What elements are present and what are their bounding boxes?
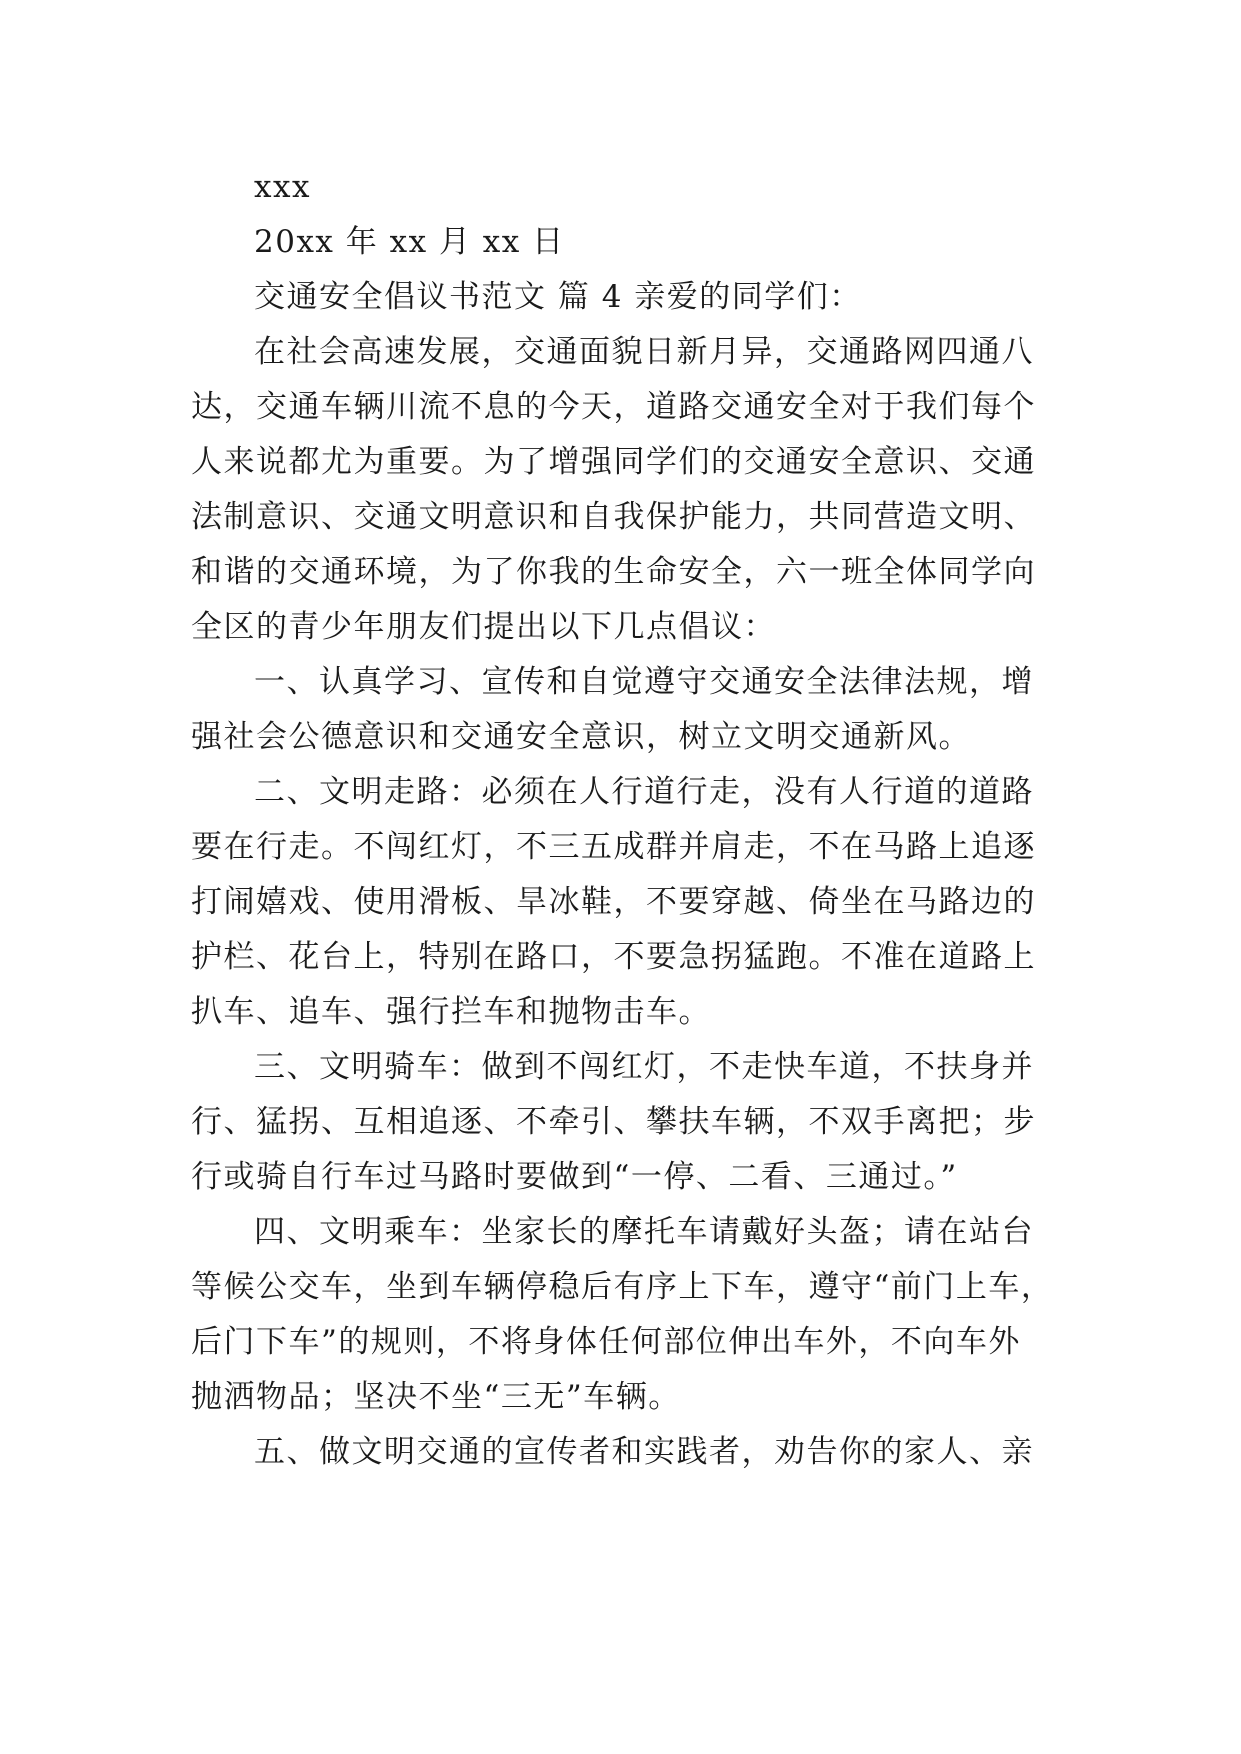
paragraph-line: 二、文明走路：必须在人行道行走，没有人行道的道路 bbox=[254, 774, 1034, 810]
paragraph-line: 法制意识、交通文明意识和自我保护能力，共同营造文明、 bbox=[191, 499, 1036, 535]
paragraph-line: 三、文明骑车：做到不闯红灯，不走快车道，不扶身并 bbox=[254, 1049, 1034, 1085]
paragraph-line: 人来说都尤为重要。为了增强同学们的交通安全意识、交通 bbox=[191, 444, 1036, 480]
date-text: 20xx 年 xx 月 xx 日 bbox=[254, 224, 565, 260]
paragraph-line: 后门下车”的规则，不将身体任何部位伸出车外，不向车外 bbox=[191, 1324, 1021, 1360]
paragraph-line: 打闹嬉戏、使用滑板、旱冰鞋，不要穿越、倚坐在马路边的 bbox=[191, 884, 1036, 920]
paragraph-line: 全区的青少年朋友们提出以下几点倡议： bbox=[191, 609, 776, 645]
heading-text: 交通安全倡议书范文 篇 4 亲爱的同学们： bbox=[254, 279, 862, 315]
paragraph-line: 行或骑自行车过马路时要做到“一停、二看、三通过。” bbox=[191, 1159, 958, 1195]
paragraph-line: 扒车、追车、强行拦车和抛物击车。 bbox=[191, 994, 711, 1030]
paragraph-line: 在社会高速发展，交通面貌日新月异，交通路网四通八 bbox=[254, 334, 1034, 370]
paragraph-line: 要在行走。不闯红灯，不三五成群并肩走，不在马路上追逐 bbox=[191, 829, 1036, 865]
paragraph-line: 护栏、花台上，特别在路口，不要急拐猛跑。不准在道路上 bbox=[191, 939, 1036, 975]
paragraph-line: 强社会公德意识和交通安全意识，树立文明交通新风。 bbox=[191, 719, 971, 755]
paragraph-line: 行、猛拐、互相追逐、不牵引、攀扶车辆，不双手离把；步 bbox=[191, 1104, 1036, 1140]
paragraph-line: 和谐的交通环境，为了你我的生命安全，六一班全体同学向 bbox=[191, 554, 1036, 590]
paragraph-line: 五、做文明交通的宣传者和实践者，劝告你的家人、亲 bbox=[254, 1434, 1034, 1470]
paragraph-line: 达，交通车辆川流不息的今天，道路交通安全对于我们每个 bbox=[191, 389, 1036, 425]
paragraph-line: 抛洒物品；坚决不坐“三无”车辆。 bbox=[191, 1379, 681, 1415]
paragraph-line: 四、文明乘车：坐家长的摩托车请戴好头盔；请在站台 bbox=[254, 1214, 1034, 1250]
paragraph-line: 一、认真学习、宣传和自觉遵守交通安全法律法规，增 bbox=[254, 664, 1034, 700]
signature-text: xxx bbox=[254, 169, 311, 205]
paragraph-line: 等候公交车，坐到车辆停稳后有序上下车，遵守“前门上车， bbox=[191, 1269, 1054, 1305]
